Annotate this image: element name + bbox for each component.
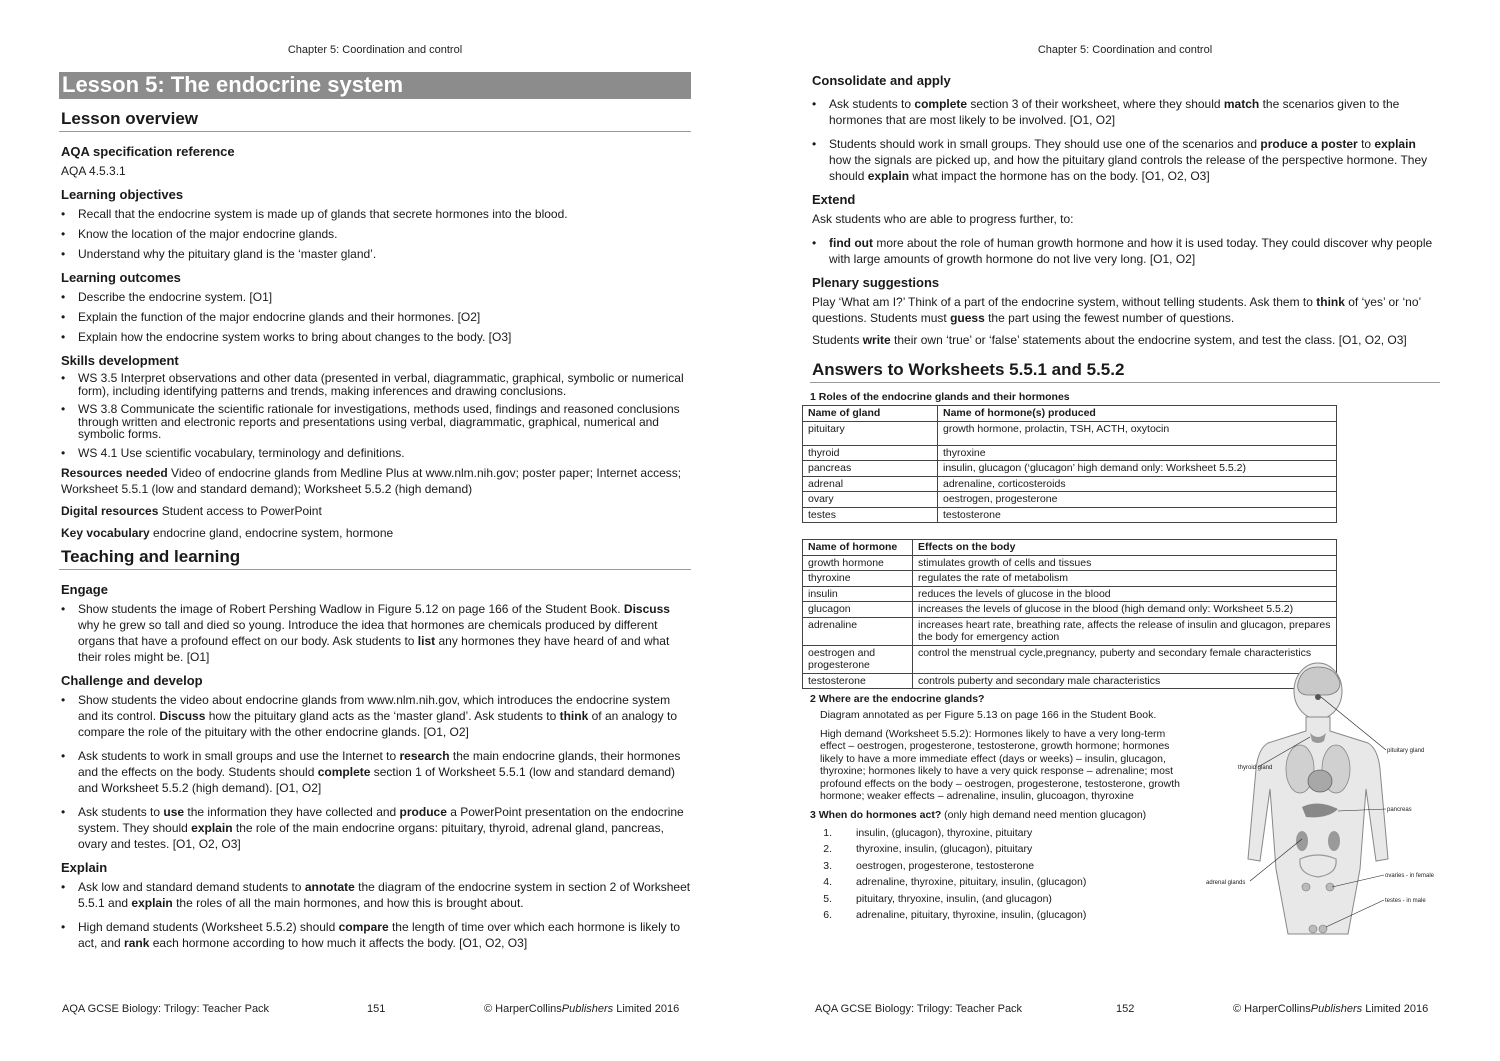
objectives-heading: Learning objectives xyxy=(61,187,184,202)
table-cell: adrenal xyxy=(803,476,938,492)
list-item: • Show students the video about endocrine glands from www.nlm.nih.gov, which introduces the endocrine system and its control. Discuss how the pituitary gland acts as the ‘master gland’. Ask students to think of an analogy to compare the role of the pituitary with the other endocrine glands. [O1, O2] xyxy=(59,692,691,740)
right-page xyxy=(750,0,1500,1061)
table1-caption: 1 Roles of the endocrine glands and their hormones xyxy=(810,391,1070,403)
list-item: • Ask students to work in small groups and use the Internet to research the main endocrine glands, their hormones and the effects on the body. Students should complete section 1 of Worksheet 5.5.1 (low and standard demand) and Worksheet 5.5.2 (high demand). [O1, O2] xyxy=(59,748,691,796)
label-pituitary-gland: pituitary gland xyxy=(1387,748,1425,754)
table-cell: adrenaline, corticosteroids xyxy=(938,476,1337,492)
table-header: Effects on the body xyxy=(913,540,1337,556)
list-item: • WS 3.8 Communicate the scientific rationale for investigations, methods used, findings and reasoned conclusions through written and electronic reports and presentations using verbal, diagrammatic, graphical, numerical and symbolic forms. xyxy=(59,403,691,441)
q2-line1: Diagram annotated as per Figure 5.13 on page 166 in the Student Book. xyxy=(820,709,1157,721)
list-item: 2. thyroxine, insulin, (glucagon), pituitary xyxy=(823,843,1033,855)
table-header: Name of gland xyxy=(803,406,938,422)
endocrine-system-diagram xyxy=(1198,659,1438,939)
table-cell: regulates the rate of metabolism xyxy=(913,571,1337,587)
table-row xyxy=(803,555,1337,571)
answers-heading: Answers to Worksheets 5.5.1 and 5.5.2 xyxy=(810,360,1440,383)
plenary-text-1: Play ‘What am I?’ Think of a part of the endocrine system, without telling students. Ask them to think of ‘yes’ or ‘no’ questions. Students must guess the part using the fewest number of questions. xyxy=(812,295,1421,325)
consolidate-list xyxy=(810,96,1440,184)
explain-heading: Explain xyxy=(61,860,108,875)
list-item: • Students should work in small groups. They should use one of the scenarios and produce a poster to explain how the signals are picked up, and how the pituitary gland controls the release of the perspective hormone. They should explain what impact the hormone has on the body. [O1, O2, O3] xyxy=(810,136,1440,184)
outcomes-heading: Learning outcomes xyxy=(61,270,181,285)
table-row xyxy=(803,421,1337,445)
table-cell: thyroxine xyxy=(938,445,1337,461)
table-cell: oestrogen and progesterone xyxy=(803,645,913,673)
table-cell: ovary xyxy=(803,492,938,508)
teaching-heading: Teaching and learning xyxy=(59,547,691,570)
list-item: • Describe the endocrine system. [O1] xyxy=(59,289,691,305)
table-cell: insulin xyxy=(803,586,913,602)
list-item: 5. pituitary, thryoxine, insulin, (and glucagon) xyxy=(823,892,1052,905)
list-item: • Explain the function of the major endocrine glands and their hormones. [O2] xyxy=(59,309,691,325)
digital-resources: Digital resources Student access to PowerPoint xyxy=(61,504,322,518)
footer-title: AQA GCSE Biology: Trilogy: Teacher Pack xyxy=(815,1003,1023,1015)
table-cell: controls puberty and secondary male characteristics xyxy=(913,673,1337,689)
label-thyroid-gland: thyroid gland xyxy=(1238,765,1273,771)
list-item: 3. oestrogen, progesterone, testosterone xyxy=(823,859,1035,872)
copyright: © HarperCollinsPublishers Limited 2016 xyxy=(484,1003,680,1015)
challenge-list xyxy=(59,692,691,852)
outcomes-list xyxy=(59,289,691,345)
table-cell: insulin, glucagon (‘glucagon’ high demand only: Worksheet 5.5.2) xyxy=(938,461,1337,477)
engage-heading: Engage xyxy=(61,582,108,597)
running-head: Chapter 5: Coordination and control xyxy=(287,44,463,56)
table-cell: thyroid xyxy=(803,445,938,461)
label-adrenal-glands: adrenal glands xyxy=(1206,880,1246,886)
skills-list xyxy=(59,372,691,459)
objectives-list xyxy=(59,206,691,262)
table-cell: control the menstrual cycle,pregnancy, puberty and secondary female characteristics xyxy=(913,645,1337,673)
table-row xyxy=(803,571,1337,587)
footer-title: AQA GCSE Biology: Trilogy: Teacher Pack xyxy=(62,1003,270,1015)
skills-heading: Skills development xyxy=(61,353,179,368)
table-row xyxy=(803,445,1337,461)
challenge-heading: Challenge and develop xyxy=(61,673,203,688)
list-item: 1. insulin, (glucagon), thyroxine, pituitary xyxy=(823,826,1033,839)
table-cell: testosterone xyxy=(803,673,913,689)
list-item: • WS 4.1 Use scientific vocabulary, terminology and definitions. xyxy=(59,447,691,460)
table-row xyxy=(803,617,1337,645)
table-row xyxy=(803,492,1337,508)
list-item: • Recall that the endocrine system is made up of glands that secrete hormones into the blood. xyxy=(59,206,691,222)
q2-line2: High demand (Worksheet 5.5.2): Hormones likely to have a very long-term effect – oestrogen, progesterone, testosterone, growth hormone; hormones likely to have a more immediate effect (days or weeks) – insulin, glucagon, thyroxine; hormones likely to have a very quick response – adrenaline; most profound effects on the body – oestrogen, progesterone, testosterone, growth hormone; weaker effects – adrenaline, insulin, glucoagon, thyroxine xyxy=(820,727,1180,802)
label-pancreas: pancreas xyxy=(1387,807,1412,813)
table-header: Name of hormone(s) produced xyxy=(938,406,1337,422)
pituitary-gland-icon xyxy=(1315,694,1321,700)
q2-heading: 2 Where are the endocrine glands? xyxy=(810,693,985,705)
table-cell: pituitary xyxy=(803,421,938,445)
table-cell: growth hormone, prolactin, TSH, ACTH, oxytocin xyxy=(938,421,1337,445)
table-cell: adrenaline xyxy=(803,617,913,645)
extend-intro: Ask students who are able to progress further, to: xyxy=(812,212,1074,226)
list-item: • Ask low and standard demand students to annotate the diagram of the endocrine system in section 2 of Worksheet 5.5.1 and explain the roles of all the main hormones, and how this is brought about. xyxy=(59,879,691,911)
body-outline xyxy=(1248,663,1388,934)
heart-icon xyxy=(1308,770,1332,792)
table-cell: growth hormone xyxy=(803,555,913,571)
spec-ref: AQA 4.5.3.1 xyxy=(61,164,126,178)
left-content xyxy=(59,72,691,955)
label-testes: testes - in male xyxy=(1385,898,1426,904)
extend-heading: Extend xyxy=(812,192,856,207)
list-item: 6. adrenaline, pituitary, thyroxine, insulin, (glucagon) xyxy=(823,909,1087,921)
table-header-row xyxy=(803,406,1337,422)
table-cell: pancreas xyxy=(803,461,938,477)
q3-heading: 3 When do hormones act? (only high demand need mention glucagon) xyxy=(810,808,1147,821)
extend-list xyxy=(810,235,1440,267)
page-number: 151 xyxy=(367,1003,386,1015)
explain-list xyxy=(59,879,691,951)
list-item: • Show students the image of Robert Pershing Wadlow in Figure 5.12 on page 166 of the Student Book. Discuss why he grew so tall and died so young. Introduce the idea that hormones are chemicals produced by different organs that have a profound effect on our body. Ask students to list any hormones they have heard of and what their roles might be. [O1] xyxy=(59,601,691,665)
glands-table xyxy=(802,405,1337,523)
list-item: • Ask students to use the information they have collected and produce a PowerPoint presentation on the endocrine system. They should explain the role of the main endocrine organs: pituitary, thyroid, adrenal gland, pancreas, ovary and testes. [O1, O2, O3] xyxy=(59,804,691,852)
page-number: 152 xyxy=(1116,1003,1135,1015)
label-ovaries: ovaries - in female xyxy=(1385,873,1435,879)
table-cell: increases heart rate, breathing rate, affects the release of insulin and glucagon, prepares the body for emergency action xyxy=(913,617,1337,645)
table-cell: glucagon xyxy=(803,602,913,618)
table-cell: oestrogen, progesterone xyxy=(938,492,1337,508)
table-row xyxy=(803,586,1337,602)
list-item: • Know the location of the major endocrine glands. xyxy=(59,226,691,242)
key-vocabulary: Key vocabulary endocrine gland, endocrine system, hormone xyxy=(61,526,394,540)
plenary-heading: Plenary suggestions xyxy=(812,275,940,290)
table-row xyxy=(803,602,1337,618)
list-item: • find out more about the role of human growth hormone and how it is used today. They could discover why people with large amounts of growth hormone do not live very long. [O1, O2] xyxy=(810,235,1440,267)
running-head: Chapter 5: Coordination and control xyxy=(1037,44,1213,56)
plenary-text-2: Students write their own ‘true’ or ‘false’ statements about the endocrine system, and test the class. [O1, O2, O3] xyxy=(812,333,1407,347)
list-item: • WS 3.5 Interpret observations and other data (presented in verbal, diagrammatic, graphical, symbolic or numerical form), including identifying patterns and trends, making inferences and drawing conclusions. xyxy=(59,372,691,397)
table-cell: testes xyxy=(803,507,938,523)
engage-list xyxy=(59,601,691,665)
lesson-overview-heading: Lesson overview xyxy=(59,109,691,132)
list-item: 4. adrenaline, thyroxine, pituitary, insulin, (glucagon) xyxy=(823,876,1087,888)
list-item: • Explain how the endocrine system works to bring about changes to the body. [O3] xyxy=(59,329,691,345)
list-item: • Understand why the pituitary gland is the ‘master gland’. xyxy=(59,246,691,262)
table-row xyxy=(803,476,1337,492)
spec-heading: AQA specification reference xyxy=(61,144,235,159)
table-cell: stimulates growth of cells and tissues xyxy=(913,555,1337,571)
table-row xyxy=(803,461,1337,477)
resources-needed: Resources needed Video of endocrine glands from Medline Plus at www.nlm.nih.gov; poster paper; Internet access; Worksheet 5.5.1 (low and standard demand); Worksheet 5.5.2 (high demand) xyxy=(61,466,682,496)
list-item: • High demand students (Worksheet 5.5.2) should compare the length of time over which each hormone is likely to act, and rank each hormone according to how much it affects the body. [O1, O2, O3] xyxy=(59,919,691,951)
table-cell: increases the levels of glucose in the blood (high demand only: Worksheet 5.5.2) xyxy=(913,602,1337,618)
table-header: Name of hormone xyxy=(803,540,913,556)
table-cell: reduces the levels of glucose in the blood xyxy=(913,586,1337,602)
table-header-row xyxy=(803,540,1337,556)
consolidate-heading: Consolidate and apply xyxy=(812,73,951,88)
table-cell: testosterone xyxy=(938,507,1337,523)
table-cell: thyroxine xyxy=(803,571,913,587)
copyright: © HarperCollinsPublishers Limited 2016 xyxy=(1233,1003,1429,1015)
list-item: • Ask students to complete section 3 of their worksheet, where they should match the scenarios given to the hormones that are most likely to be involved. [O1, O2] xyxy=(810,96,1440,128)
table-row xyxy=(803,507,1337,523)
lesson-title: Lesson 5: The endocrine system xyxy=(59,72,691,99)
